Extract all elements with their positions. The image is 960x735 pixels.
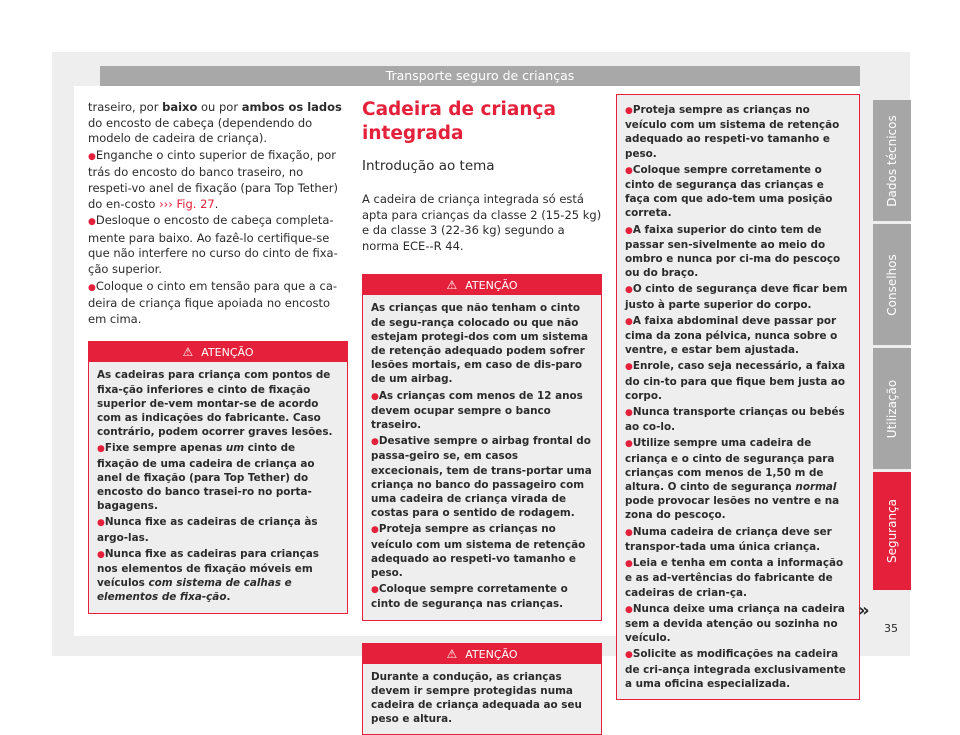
body-paragraph: A cadeira de criança integrada só está apta para crianças da classe 2 (15-25 kg) e da classe 3 (22-36 kg) segundo a norma ECE--R 44. [362, 192, 602, 253]
warning-body: Durante a condução, as crianças devem ir sempre protegidas numa cadeira de criança adequada ao seu peso e altura. [363, 664, 601, 735]
warning-box [362, 274, 602, 620]
warning-box [88, 341, 348, 613]
list-item: ● Nunca fixe as cadeiras para crianças nos elementos de fixação móveis em veículos com sistema de calhas e elementos de fixa-ção. [97, 547, 339, 605]
warning-box [362, 643, 602, 735]
list-item: ● Nunca fixe as cadeiras de criança às argo-las. [97, 515, 339, 544]
list-item: ● Proteja sempre as crianças no veículo com um sistema de retenção adequado ao respeti-vo tamanho e peso. [625, 103, 851, 161]
column-middle [362, 98, 602, 735]
warning-header: ⚠ ATENÇÃO [363, 275, 601, 295]
tab-seguranca[interactable]: Segurança [873, 472, 911, 590]
list-item: ● Coloque o cinto em tensão para que a ca-deira de criança fique apoiada no encosto em cima. [88, 279, 348, 328]
column-left [88, 100, 348, 614]
warning-body: As cadeiras para criança com pontos de fixa-ção inferiores e cinto de fixação superior de-vem montar-se de acordo com as indicações do fabricante. Caso contrário, podem ocorrer graves lesões. ● Fixe sempre apenas um cinto de fixação de uma cadeira de criança ao anel de fixação (para Top Tether) do encosto do banco trasei-ro no porta-bagagens. ● Nunca fixe as cadeiras de criança às argo-las. ● Nunca fixe as cadeiras para crianças nos elementos de fixação móveis em veículos com sistema de calhas e elementos de fixa-ção. [89, 362, 347, 612]
list-item: ● Enrole, caso seja necessário, a faixa do cin-to para que fique bem justa ao corpo. [625, 359, 851, 403]
list-item: ● Nunca deixe uma criança na cadeira sem a devida atenção ou sozinha no veículo. [625, 602, 851, 646]
list-item: ● Nunca transporte crianças ou bebés ao co-lo. [625, 405, 851, 434]
list-item: ● Leia e tenha em conta a informação e as ad-vertências do fabricante de cadeiras de crian-ça. [625, 556, 851, 600]
warning-body [617, 95, 859, 699]
list-item: ● Solicite as modificações na cadeira de cri-ança integrada exclusivamente a uma oficina especializada. [625, 647, 851, 691]
list-item: ● Numa cadeira de criança deve ser transpor-tada uma única criança. [625, 525, 851, 554]
next-page-icon[interactable]: » [858, 600, 870, 621]
column-right [616, 100, 860, 700]
section-heading: Cadeira de criança integrada [362, 99, 557, 144]
warning-triangle-icon: ⚠ [182, 345, 194, 360]
list-item: ● Enganche o cinto superior de fixação, por trás do encosto do banco traseiro, no respeti-vo anel de fixação (para Top Tether) do en-costo ››› Fig. 27. [88, 148, 348, 212]
list-item: ● Coloque sempre corretamente o cinto de segurança das crianças e faça com que ado-tem uma posição correta. [625, 163, 851, 221]
list-item: ● Fixe sempre apenas um cinto de fixação de uma cadeira de criança ao anel de fixação (para Top Tether) do encosto do banco trasei-ro no porta-bagagens. [97, 441, 339, 513]
list-item: ● Proteja sempre as crianças no veículo com um sistema de retenção adequado ao respeti-vo tamanho e peso. [371, 522, 593, 580]
list-item: ● A faixa superior do cinto tem de passar sen-sivelmente ao meio do ombro e nunca por ci-ma do pescoço ou do braço. [625, 223, 851, 281]
list-item: ● Utilize sempre uma cadeira de criança e o cinto de segurança para crianças com menos de 1,50 m de altura. O cinto de segurança normal pode provocar lesões no ventre e na zona do pescoço. [625, 436, 851, 522]
tab-conselhos[interactable]: Conselhos [873, 224, 911, 345]
list-item: ● As crianças com menos de 12 anos devem ocupar sempre o banco traseiro. [371, 389, 593, 433]
section-header [100, 66, 860, 86]
list-item: ● A faixa abdominal deve passar por cima da zona pélvica, nunca sobre o ventre, e estar bem ajustada. [625, 314, 851, 358]
warning-body: As crianças que não tenham o cinto de segu-rança colocado ou que não estejam protegi-dos com um sistema de retenção adequado podem sofrer lesões mortais, em caso de dis-paro de um airbag. ● As crianças com menos de 12 anos devem ocupar sempre o banco traseiro. ● Desative sempre o airbag frontal do passa-geiro se, em casos excecionais, tem de trans-portar uma criança no banco do passageiro com uma cadeira de criança virada de costas para o sentido de rodagem. ● Proteja sempre as crianças no veículo com um sistema de retenção adequado ao respeti-vo tamanho e peso. ● Coloque sempre corretamente o cinto de segurança nas crianças. [363, 295, 601, 619]
section-title: Transporte seguro de crianças [385, 68, 575, 83]
list-item: ● Desative sempre o airbag frontal do passa-geiro se, em casos excecionais, tem de trans-portar uma criança no banco do passageiro com uma cadeira de criança virada de costas para o sentido de rodagem. [371, 434, 593, 520]
list-item: ● O cinto de segurança deve ficar bem justo à parte superior do corpo. [625, 282, 851, 311]
page-number: 35 [884, 622, 898, 635]
warning-triangle-icon: ⚠ [446, 646, 458, 661]
list-item: ● Desloque o encosto de cabeça completa-mente para baixo. Ao fazê-lo certifique-se que não interfere no curso do cinto de fixa-ção superior. [88, 213, 348, 277]
warning-header: ⚠ ATENÇÃO [89, 342, 347, 362]
warning-header: ⚠ ATENÇÃO [363, 644, 601, 664]
section-subheading: Introdução ao tema [362, 158, 495, 174]
figure-link[interactable]: ››› Fig. 27 [159, 196, 215, 211]
warning-triangle-icon: ⚠ [446, 278, 458, 293]
warning-box-continued [616, 94, 860, 700]
tab-dados-tecnicos[interactable]: Dados técnicos [873, 100, 911, 221]
intro-paragraph: traseiro, por baixo ou por ambos os lados do encosto de cabeça (dependendo do modelo de cadeira de criança). [88, 100, 342, 146]
tab-utilizacao[interactable]: Utilização [873, 348, 911, 469]
list-item: ● Coloque sempre corretamente o cinto de segurança nas crianças. [371, 582, 593, 611]
